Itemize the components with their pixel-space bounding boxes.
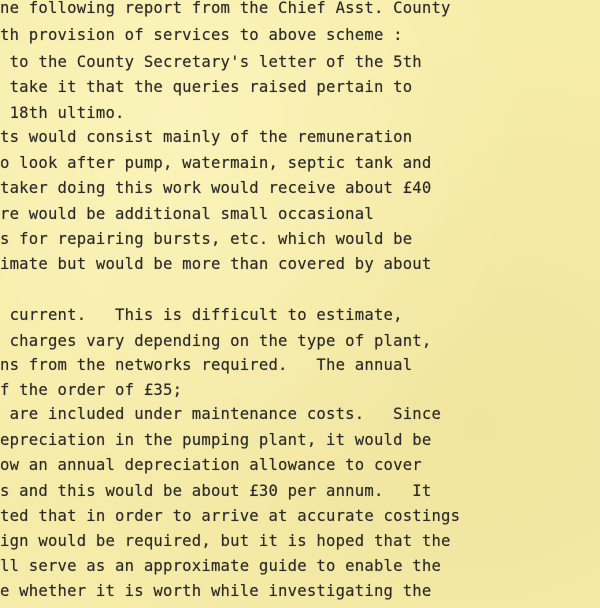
text-line: ts would consist mainly of the remuneration xyxy=(0,128,413,146)
text-line: ns from the networks required. The annual xyxy=(0,356,413,374)
text-line: taker doing this work would receive about £40 xyxy=(0,179,432,197)
text-line: o look after pump, watermain, septic tank and xyxy=(0,154,432,172)
text-line: ign would be required, but it is hoped that the xyxy=(0,532,451,550)
text-line: current. This is difficult to estimate, xyxy=(0,306,403,324)
text-line: re would be additional small occasional xyxy=(0,205,374,223)
text-line: 18th ultimo. xyxy=(0,104,125,122)
text-line: epreciation in the pumping plant, it would be xyxy=(0,431,432,449)
text-line: are included under maintenance costs. Since xyxy=(0,405,442,423)
text-line: ted that in order to arrive at accurate costings xyxy=(0,507,461,525)
text-line: ow an annual depreciation allowance to cover xyxy=(0,456,422,474)
text-line: imate but would be more than covered by about xyxy=(0,255,432,273)
text-line: ne following report from the Chief Asst. County xyxy=(0,0,451,17)
text-line: to the County Secretary's letter of the 5th xyxy=(0,53,422,71)
text-line: th provision of services to above scheme : xyxy=(0,26,403,44)
text-line: f the order of £35; xyxy=(0,381,183,399)
text-line: s and this would be about £30 per annum. It xyxy=(0,482,432,500)
text-line: s for repairing bursts, etc. which would be xyxy=(0,230,413,248)
text-line: charges vary depending on the type of plant, xyxy=(0,332,432,350)
text-line: e whether it is worth while investigating the xyxy=(0,582,432,600)
text-line: ll serve as an approximate guide to enable the xyxy=(0,557,442,575)
text-line: take it that the queries raised pertain to xyxy=(0,78,413,96)
